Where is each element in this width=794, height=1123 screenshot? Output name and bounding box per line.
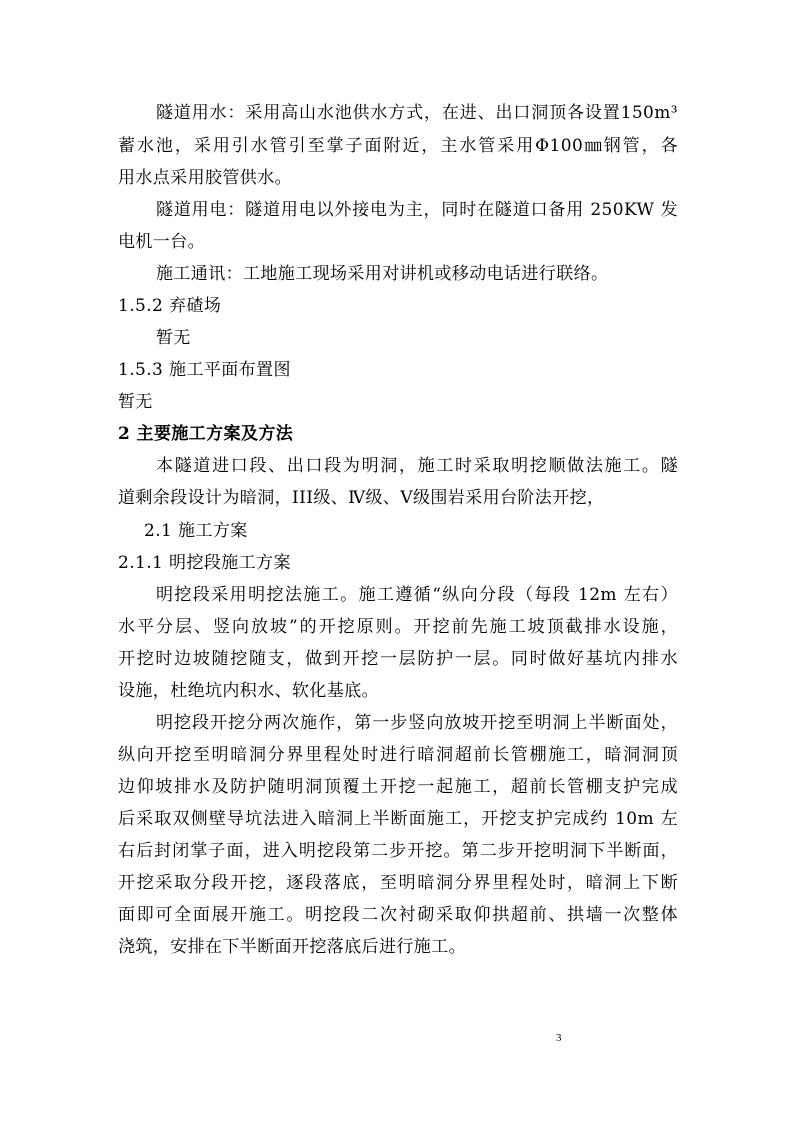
- paragraph-communication: 施工通讯：工地施工现场采用对讲机或移动电话进行联络。: [156, 264, 609, 284]
- heading-waste-yard: 1.5.2 弃碴场: [118, 296, 222, 316]
- site-layout-text: 暂无: [118, 392, 153, 412]
- heading-main-construction-methods: 2 主要施工方案及方法: [118, 424, 294, 444]
- paragraph-water-line-2: 蓄水池，采用引水管引至掌子面附近，主水管采用Φ100㎜钢管，各: [118, 136, 678, 156]
- heading-site-layout: 1.5.3 施工平面布置图: [118, 360, 291, 380]
- waste-yard-text: 暂无: [156, 328, 191, 348]
- paragraph-excavation-line-4: 后采取双侧壁导坑法进入暗洞上半断面施工，开挖支护完成约 10m 左: [118, 809, 678, 829]
- paragraph-excavation-line-1: 明挖段开挖分两次施作，第一步竖向放坡开挖至明洞上半断面处，: [156, 713, 678, 733]
- paragraph-excavation-line-2: 纵向开挖至明暗洞分界里程处时进行暗洞超前长管棚施工，暗洞洞顶: [118, 745, 678, 765]
- heading-open-cut-plan: 2.1.1 明挖段施工方案: [118, 553, 291, 573]
- paragraph-power-line-1: 隧道用电：隧道用电以外接电为主，同时在隧道口备用 250KW 发: [156, 200, 678, 220]
- paragraph-power-line-2: 电机一台。: [118, 232, 205, 252]
- heading-construction-plan: 2.1 施工方案: [144, 521, 248, 541]
- paragraph-excavation-line-7: 面即可全面展开施工。明挖段二次衬砌采取仰拱超前、拱墙一次整体: [118, 905, 678, 925]
- paragraph-open-cut-line-4: 设施，杜绝坑内积水、软化基底。: [118, 681, 379, 701]
- paragraph-tunnel-overview-line-1: 本隧道进口段、出口段为明洞，施工时采取明挖顺做法施工。隧: [156, 456, 678, 476]
- paragraph-excavation-line-8: 浇筑，安排在下半断面开挖落底后进行施工。: [118, 937, 466, 957]
- paragraph-water-line-1: 隧道用水：采用高山水池供水方式，在进、出口洞顶各设置150m³: [156, 103, 678, 123]
- paragraph-open-cut-line-3: 开挖时边坡随挖随支，做到开挖一层防护一层。同时做好基坑内排水: [118, 649, 678, 669]
- paragraph-excavation-line-5: 右后封闭掌子面，进入明挖段第二步开挖。第二步开挖明洞下半断面，: [118, 841, 678, 861]
- paragraph-open-cut-line-2: 水平分层、竖向放坡”的开挖原则。开挖前先施工坡顶截排水设施，: [118, 617, 678, 637]
- page-number: 3: [556, 1032, 562, 1044]
- paragraph-water-line-3: 用水点采用胶管供水。: [118, 168, 292, 188]
- paragraph-open-cut-line-1: 明挖段采用明挖法施工。施工遵循“纵向分段（每段 12m 左右）: [156, 585, 678, 605]
- paragraph-excavation-line-6: 开挖采取分段开挖，逐段落底，至明暗洞分界里程处时，暗洞上下断: [118, 873, 678, 893]
- paragraph-excavation-line-3: 边仰坡排水及防护随明洞顶覆土开挖一起施工，超前长管棚支护完成: [118, 777, 678, 797]
- paragraph-tunnel-overview-line-2: 道剩余段设计为暗洞，III级、Ⅳ级、Ⅴ级围岩采用台阶法开挖，: [118, 488, 605, 508]
